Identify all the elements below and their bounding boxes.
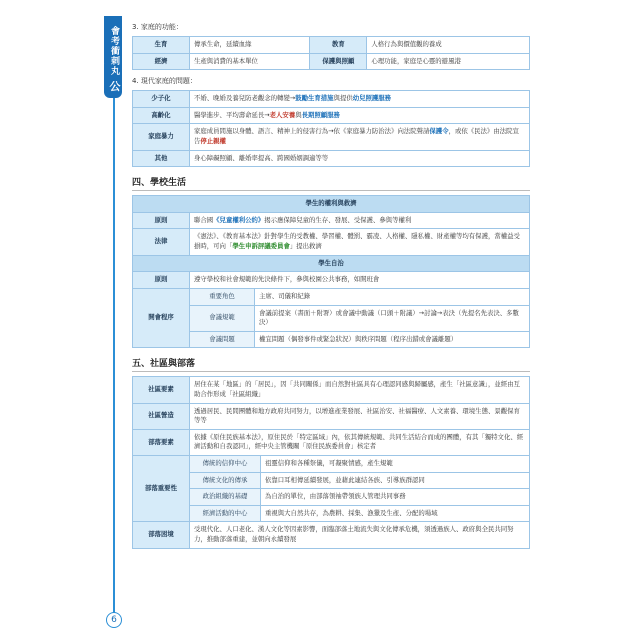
value-cell: 受現代化、人口老化、漢人文化等因素影響，面臨部落土地流失與文化傳承危機，須透過族人、政府與全民共同努力，推動部落重建，並朝向永續發展: [190, 522, 530, 548]
value-cell: 身心障礙照顧、離婚率提高、跨國婚姻調適等等: [190, 150, 530, 167]
table-row: [133, 53, 530, 70]
left-rule: [113, 98, 115, 618]
family-problem-table: [132, 90, 530, 167]
value-cell: 會議前提案（書面＋附署）或會議中動議（口頭＋附議）→討論→表決（先提名先表決、多數決）: [255, 305, 530, 331]
key-cell: 教育: [310, 37, 367, 54]
school-life-table: [132, 195, 530, 348]
table-row: [133, 305, 530, 331]
table-row: [133, 403, 530, 429]
text: 聯合國: [194, 215, 214, 224]
sub-key-cell: 會議規範: [190, 305, 255, 331]
sub-key-cell: 傳統文化的傳承: [190, 472, 261, 489]
text: 《憲法》、《教育基本法》針對學生的受教權、學習權、體罰、霸凌、人格權、隱私權、財產權等均有保護，當權益受損時，可向「: [194, 232, 520, 251]
text: 揭示應保障兒童的生存、發展、受保護、參與等權利: [264, 215, 412, 224]
sub-key-cell: 政治組織的基礎: [190, 489, 261, 506]
value-cell: 依靠口耳相傳延續發展，並藉此連結各族、引導族群認同: [261, 472, 530, 489]
value-cell: 透過居民、民間團體和地方政府共同努力，以增進產業發展、社區治安、社福醫療、人文素養、環境生態、景觀保育等等: [190, 403, 530, 429]
table-row: [133, 150, 530, 167]
value-cell: 傳承生命，延續血緣: [190, 37, 310, 54]
highlight: 長期照顧服務: [301, 110, 340, 119]
value-cell: 心理功能，家庭是心靈的避風港: [367, 53, 530, 70]
page: [92, 16, 534, 628]
tab-subject-label: 公民: [92, 53, 121, 93]
value-cell: 人格行為與價值觀的養成: [367, 37, 530, 54]
value-cell: [190, 91, 530, 108]
text: 與提供: [333, 94, 353, 103]
highlight: 老人安養: [269, 110, 296, 119]
section-heading: 四、學校生活: [132, 175, 530, 191]
highlight: 幼兒照護服務: [352, 94, 392, 103]
page-number: 6: [106, 612, 122, 628]
key-cell: 社區營造: [133, 403, 190, 429]
table-row: [133, 522, 530, 548]
text: 不婚、晚婚及養兒防老觀念的轉變→: [194, 94, 296, 103]
table-row: [133, 255, 530, 272]
q3-title: 3. 家庭的功能：: [132, 23, 183, 31]
highlight: 《兒童權利公約》: [213, 215, 265, 224]
text: 」提出救濟: [289, 242, 322, 251]
text: 與: [295, 110, 302, 119]
table-row: [133, 196, 530, 213]
table-row: [133, 91, 530, 108]
key-cell: 保護與照顧: [310, 53, 367, 70]
tab-series-label: 會考衝刺丸: [109, 25, 119, 76]
band-header: 學生的權利與救濟: [133, 196, 530, 213]
value-cell: 主席、司儀和紀錄: [255, 288, 530, 305]
value-cell: 生產與消費的基本單位: [190, 53, 310, 70]
highlight: 鼓勵生育措施: [295, 94, 334, 103]
table-row: [133, 124, 530, 150]
table-row: [133, 472, 530, 489]
text: 家庭成員間施以身體、語言、精神上的侵害行為→依《家庭暴力防治法》向法院聲請: [194, 127, 430, 136]
value-cell: [190, 212, 530, 229]
sub-key-cell: 重要角色: [190, 288, 255, 305]
value-cell: 祖靈信仰和各種祭儀，可凝聚情感，產生規範: [261, 456, 530, 473]
value-cell: 遵守學校和社會規範的先決條件下，參與校園公共事務，如開班會: [190, 272, 530, 289]
key-cell: 開會程序: [133, 288, 190, 347]
table-row: [133, 429, 530, 455]
table-row: [133, 212, 530, 229]
table-row: [133, 272, 530, 289]
band-header: 學生自治: [133, 255, 530, 272]
key-cell: 其他: [133, 150, 190, 167]
value-cell: 依據《原住民族基本法》，原住民於「特定區域」內，依其傳統規範、共同生活結合而成的團體，有其「獨特文化、經濟活動和自我認同」，經中央主管機關「原住民族委員會」核定者: [190, 429, 530, 455]
sub-key-cell: 傳統的信仰中心: [190, 456, 261, 473]
table-row: [133, 331, 530, 348]
subject-tab: [92, 16, 122, 98]
key-cell: 部落重要性: [133, 456, 190, 522]
sub-key-cell: 經濟活動的中心: [190, 505, 261, 522]
value-cell: [190, 107, 530, 124]
sub-key-cell: 會議問題: [190, 331, 255, 348]
key-cell: 家庭暴力: [133, 124, 190, 150]
value-cell: 居住在某「地區」的「居民」，因「共同關係」而自然對社區具有心理認同感與歸屬感，產生「社區意識」，並經由互助合作形成「社區組織」: [190, 377, 530, 403]
community-table: [132, 376, 530, 548]
table-row: [133, 505, 530, 522]
family-function-table: [132, 36, 530, 70]
value-cell: 重視與大自然共存，為農耕、採集、漁獵及生產、分配的場域: [261, 505, 530, 522]
key-cell: 高齡化: [133, 107, 190, 124]
value-cell: [190, 229, 530, 255]
key-cell: 社區要素: [133, 377, 190, 403]
key-cell: 部落困境: [133, 522, 190, 548]
key-cell: 法律: [133, 229, 190, 255]
text: 醫學進步、平均壽命延長→: [194, 110, 270, 119]
key-cell: 生育: [133, 37, 190, 54]
key-cell: 原則: [133, 272, 190, 289]
text: ，或依《民法》由法院宣告: [194, 127, 519, 146]
key-cell: 原則: [133, 212, 190, 229]
table-row: [133, 288, 530, 305]
q4-title: 4. 現代家庭的問題：: [132, 77, 197, 86]
section-heading: 五、社區與部落: [132, 356, 530, 372]
key-cell: 少子化: [133, 91, 190, 108]
table-row: [133, 377, 530, 403]
table-row: [133, 229, 530, 255]
key-cell: 部落要素: [133, 429, 190, 455]
content: [132, 22, 530, 549]
value-cell: [190, 124, 530, 150]
key-cell: 經濟: [133, 53, 190, 70]
table-row: [133, 107, 530, 124]
highlight: 停止親權: [200, 137, 226, 146]
table-row: [133, 489, 530, 506]
highlight: 學生申訴評議委員會: [232, 242, 290, 251]
highlight: 保護令: [429, 127, 449, 136]
table-row: [133, 456, 530, 473]
value-cell: 權宜問題（偶發事件或緊急狀況）與秩序問題（程序出錯或會議離題）: [255, 331, 530, 348]
table-row: [133, 37, 530, 54]
value-cell: 為自治的單位，由部落領袖帶領族人管理共同事務: [261, 489, 530, 506]
